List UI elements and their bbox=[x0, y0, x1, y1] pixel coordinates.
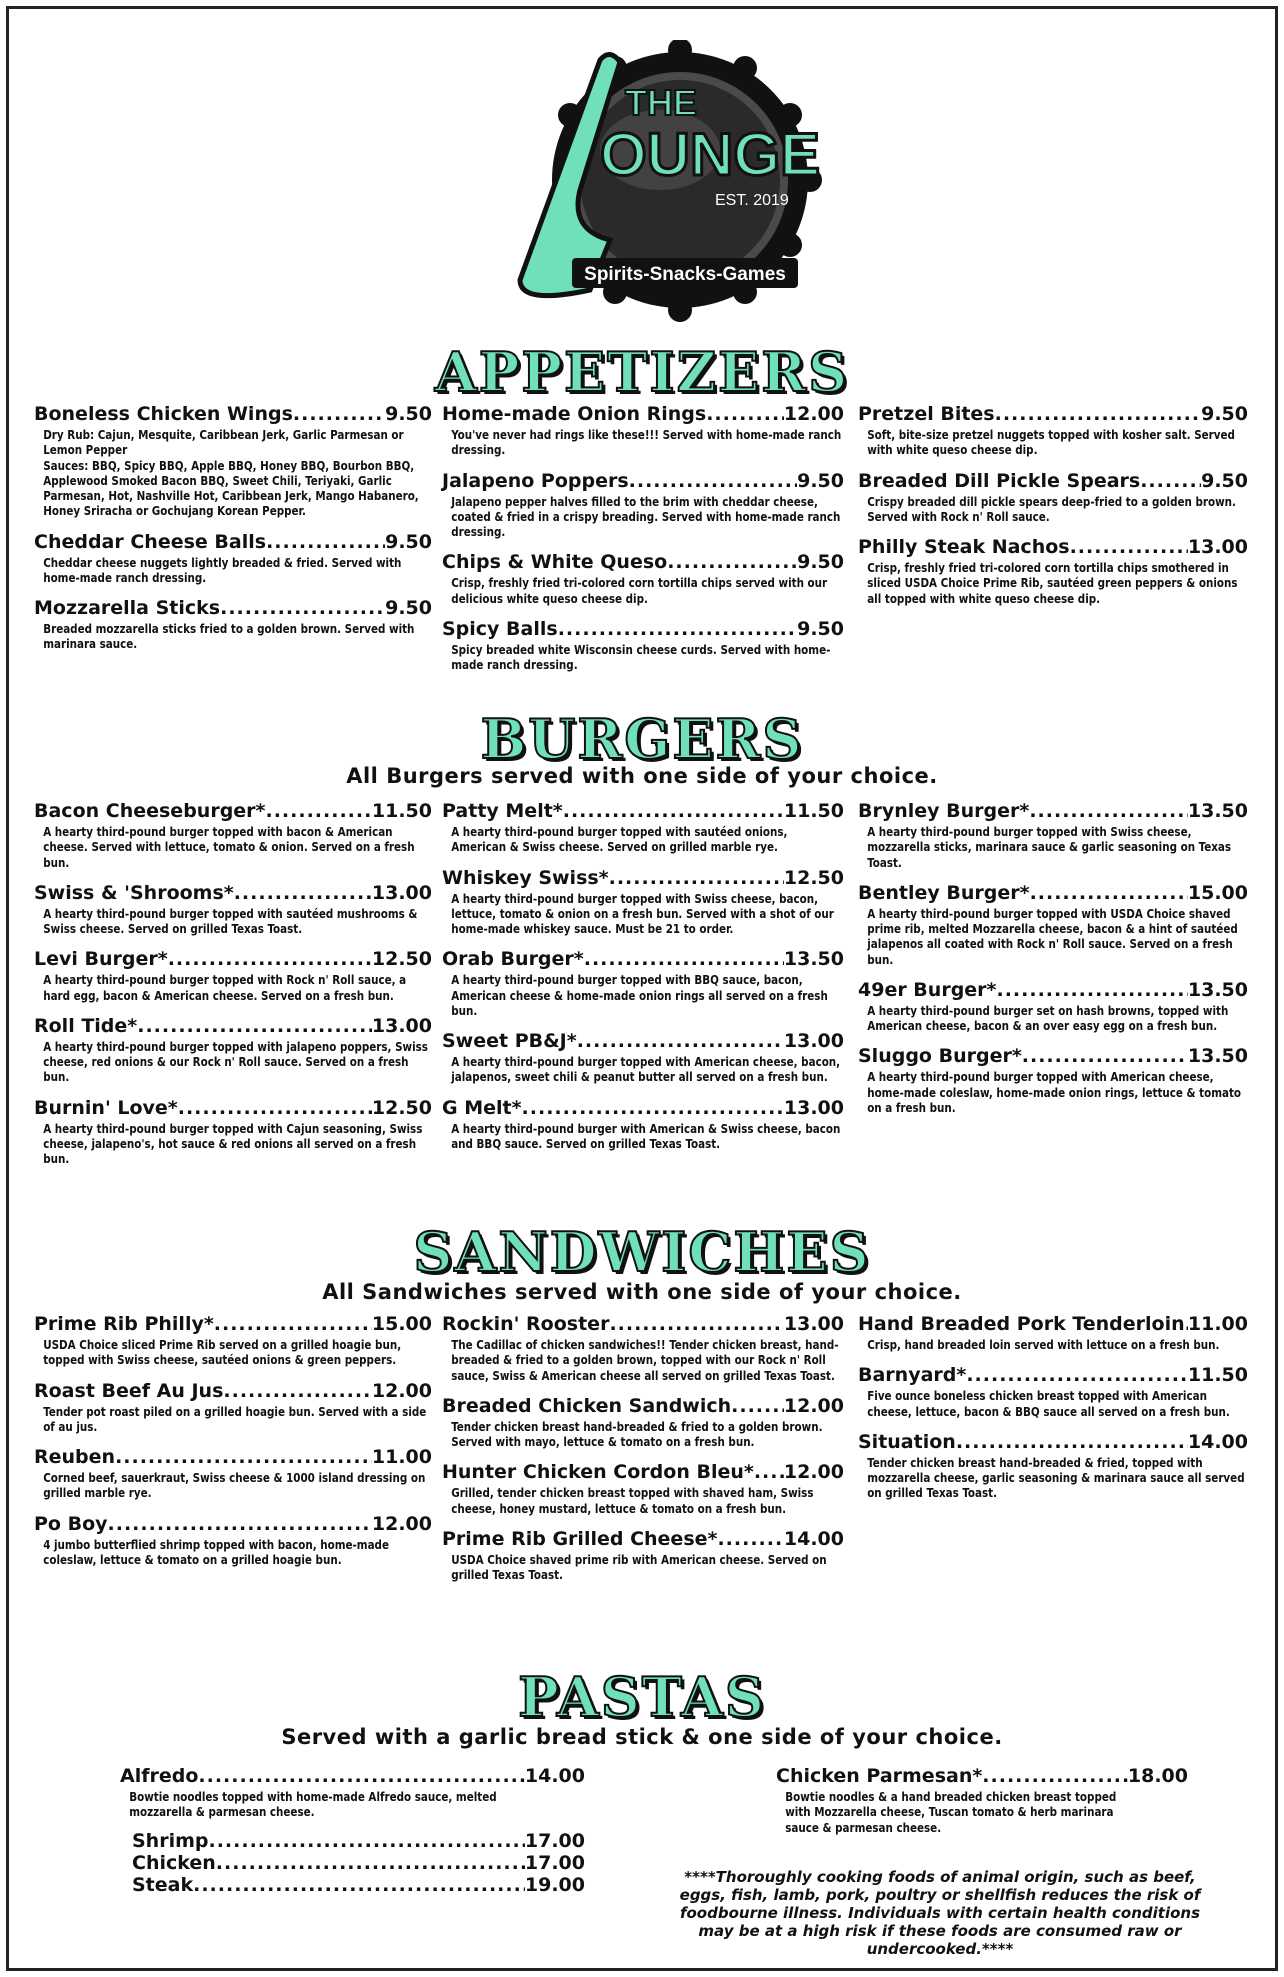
menu-item-price: 13.50 bbox=[783, 948, 844, 971]
menu-item bbox=[858, 1431, 1248, 1501]
menu-item-name: Philly Steak Nachos bbox=[858, 536, 1070, 558]
menu-item-price: 13.00 bbox=[783, 1096, 844, 1119]
menu-item-price: 9.50 bbox=[1201, 403, 1248, 425]
svg-text:OUNGE: OUNGE bbox=[600, 121, 821, 188]
svg-text:EST. 2019: EST. 2019 bbox=[715, 192, 789, 209]
menu-item-name: Prime Rib Grilled Cheese* bbox=[442, 1527, 718, 1550]
menu-item-description: Crisp, hand breaded loin served with lettuce on a fresh bun. bbox=[867, 1337, 1220, 1352]
menu-item-description: A hearty third-pound burger with American & Swiss cheese, bacon and BBQ sauce. Served on grilled Texas Toast. bbox=[451, 1120, 841, 1151]
menu-item-description: A hearty third-pound burger topped with bacon & American cheese. Served with lettuce, tomato & onion. Served on a fresh bun. bbox=[43, 824, 415, 870]
sandwiches-title: SANDWICHES bbox=[413, 1220, 871, 1284]
menu-item-description: Crisp, freshly fried tri-colored corn tortilla chips served with our delicious white queso cheese dip. bbox=[451, 575, 828, 606]
menu-item-name: Roll Tide* bbox=[34, 1014, 138, 1037]
burgers-column-3 bbox=[858, 800, 1248, 1127]
menu-item bbox=[34, 882, 432, 937]
addon-row bbox=[132, 1852, 585, 1874]
menu-item-name: Orab Burger* bbox=[442, 948, 584, 971]
menu-item-price: 13.50 bbox=[1187, 800, 1248, 822]
menu-item bbox=[858, 536, 1248, 606]
menu-item-price: 12.00 bbox=[371, 1379, 432, 1402]
appetizers-banner bbox=[0, 340, 1284, 404]
menu-item-name: Chips & White Queso bbox=[442, 551, 668, 574]
menu-item-description: A hearty third-pound burger topped with sautéed onions, American & Swiss cheese. Served on grilled marble rye. bbox=[451, 824, 788, 855]
appetizers-column-2 bbox=[442, 403, 844, 684]
menu-item-name: Boneless Chicken Wings bbox=[34, 403, 293, 425]
menu-item-description: A hearty third-pound burger topped with American cheese, home-made coleslaw, home-made onion rings, lettuce & tomato on a fresh bun. bbox=[867, 1069, 1242, 1115]
menu-item-description: A hearty third-pound burger topped with American cheese, bacon, jalapenos, sweet chili & peanut butter all served on a fresh bun. bbox=[451, 1054, 841, 1085]
menu-item-price: 18.00 bbox=[1127, 1765, 1188, 1787]
sandwiches-banner bbox=[0, 1220, 1284, 1284]
menu-item-name: Sweet PB&J* bbox=[442, 1030, 577, 1052]
menu-item-price: 9.50 bbox=[797, 617, 844, 640]
menu-item-name: Alfredo bbox=[120, 1765, 199, 1787]
menu-item bbox=[442, 551, 844, 606]
menu-item-description: Bowtie noodles & a hand breaded chicken breast topped with Mozzarella cheese, Tuscan tomato & herb marinara sauce & parmesan cheese. bbox=[785, 1789, 1117, 1835]
menu-item-name: Brynley Burger* bbox=[858, 800, 1030, 822]
menu-item-description: The Cadillac of chicken sandwiches!! Tender chicken breast, hand-breaded & fried to a golden brown, topped with our Rock n' Roll sauce, Swiss & American cheese all served on grilled Texas Toast. bbox=[451, 1337, 839, 1383]
menu-item bbox=[442, 1030, 844, 1085]
menu-item-description: A hearty third-pound burger topped with Cajun seasoning, Swiss cheese, jalapeno's, hot sauce & red onions all served on a fresh bun. bbox=[43, 1120, 423, 1166]
menu-item bbox=[442, 1528, 844, 1583]
menu-item-price: 9.50 bbox=[797, 551, 844, 574]
menu-item bbox=[34, 1015, 432, 1085]
menu-item-name: Whiskey Swiss* bbox=[442, 866, 609, 889]
menu-item-description: A hearty third-pound burger topped with Swiss cheese, bacon, lettuce, tomato & onion on a fresh bun. Served with a shot of our home-made whiskey sauce. Must be 21 to order. bbox=[451, 890, 834, 936]
menu-item-name: Sluggo Burger* bbox=[858, 1045, 1022, 1068]
menu-item bbox=[858, 470, 1248, 525]
svg-text:Spirits-Snacks-Games: Spirits-Snacks-Games bbox=[584, 264, 786, 285]
menu-item-price: 13.00 bbox=[371, 881, 432, 904]
addon-row bbox=[132, 1830, 585, 1852]
menu-item-price: 14.00 bbox=[1187, 1430, 1248, 1453]
menu-item-name: Swiss & 'Shrooms* bbox=[34, 881, 234, 904]
menu-item-description: Dry Rub: Cajun, Mesquite, Caribbean Jerk, Garlic Parmesan or Lemon Pepper Sauces: BBQ, Spicy BBQ, Apple BBQ, Honey BBQ, Bourbon BBQ, Applewood Smoked Bacon BBQ, Sweet Chili, Teriyaki, Garlic Parmesan, Hot, Nashville Hot, Caribbean Jerk, Mango Habanero, Honey Sriracha or Gochujang Korean Pepper. bbox=[43, 427, 419, 519]
menu-item bbox=[442, 1461, 844, 1516]
menu-item-name: 49er Burger* bbox=[858, 978, 997, 1001]
menu-item-price: 15.00 bbox=[371, 1313, 432, 1335]
menu-item-name: Home-made Onion Rings bbox=[442, 403, 707, 425]
menu-item-price: 9.50 bbox=[385, 597, 432, 619]
menu-item-price: 15.00 bbox=[1187, 881, 1248, 904]
menu-item-name: G Melt* bbox=[442, 1096, 522, 1119]
menu-item-description: You've never had rings like these!!! Served with home-made ranch dressing. bbox=[451, 427, 842, 458]
menu-item-description: USDA Choice shaved prime rib with American cheese. Served on grilled Texas Toast. bbox=[451, 1551, 827, 1582]
menu-item-description: Soft, bite-size pretzel nuggets topped with kosher salt. Served with white queso cheese dip. bbox=[867, 427, 1235, 458]
menu-item-price: 13.00 bbox=[371, 1014, 432, 1037]
menu-item-name: Roast Beef Au Jus bbox=[34, 1379, 224, 1402]
menu-item bbox=[34, 1313, 432, 1368]
menu-item-description: Jalapeno pepper halves filled to the brim with cheddar cheese, coated & fried in a crispy breading. Served with home-made ranch dressing. bbox=[451, 493, 841, 539]
menu-item-price: 11.50 bbox=[371, 800, 432, 822]
menu-item bbox=[858, 1364, 1248, 1419]
addon-row bbox=[132, 1874, 585, 1896]
food-safety-footnote: ****Thoroughly cooking foods of animal origin, such as beef, eggs, fish, lamb, pork, poultry or shellfish reduces the risk of foodbourne illness. Individuals with certain health conditions may be at a high risk if these foods are consumed raw or undercooked.**** bbox=[679, 1868, 1201, 1958]
addon-price: 17.00 bbox=[524, 1829, 585, 1852]
burgers-column-2 bbox=[442, 800, 844, 1163]
menu-item-price: 12.50 bbox=[371, 948, 432, 971]
menu-item-price: 11.00 bbox=[371, 1446, 432, 1468]
menu-item-name: Levi Burger* bbox=[34, 948, 168, 971]
menu-item bbox=[442, 948, 844, 1018]
menu-item-description: A hearty third-pound burger topped with Rock n' Roll sauce, a hard egg, bacon & American cheese. Served on a fresh bun. bbox=[43, 972, 407, 1003]
menu-item-description: A hearty third-pound burger topped with Swiss cheese, mozzarella sticks, marinara sauce & garlic seasoning on Texas Toast. bbox=[867, 824, 1232, 870]
menu-item-price: 12.00 bbox=[783, 403, 844, 425]
menu-item-name: Pretzel Bites bbox=[858, 403, 995, 425]
menu-item bbox=[34, 597, 432, 652]
menu-item-name: Bentley Burger* bbox=[858, 881, 1030, 904]
burgers-title: BURGERS bbox=[480, 707, 804, 771]
menu-item-price: 13.00 bbox=[1187, 536, 1248, 558]
menu-item-price: 9.50 bbox=[1201, 469, 1248, 492]
menu-item-description: A hearty third-pound burger topped with jalapeno poppers, Swiss cheese, red onions & our Rock n' Roll sauce. Served on a fresh bun. bbox=[43, 1038, 428, 1085]
menu-item-description: Tender pot roast piled on a grilled hoagie bun. Served with a side of au jus. bbox=[43, 1403, 427, 1434]
menu-item-price: 12.50 bbox=[371, 1096, 432, 1119]
menu-item-price: 14.00 bbox=[524, 1765, 585, 1787]
menu-item-description: A hearty third-pound burger topped with BBQ sauce, bacon, American cheese & home-made onion rings all served on a fresh bun. bbox=[451, 972, 828, 1018]
menu-item bbox=[34, 1446, 432, 1501]
menu-item-name: Situation bbox=[858, 1430, 956, 1453]
addon-name: Chicken bbox=[132, 1851, 216, 1874]
menu-item-description: Crisp, freshly fried tri-colored corn tortilla chips smothered in sliced USDA Choice Prime Rib, sautéed green peppers & onions all topped with white queso cheese dip. bbox=[867, 560, 1238, 606]
menu-item-description: A hearty third-pound burger topped with sautéed mushrooms & Swiss cheese. Served on grilled Texas Toast. bbox=[43, 905, 418, 936]
pastas-title: PASTAS bbox=[518, 1665, 766, 1729]
menu-item-description: A hearty third-pound burger set on hash browns, topped with American cheese, bacon & an over easy egg on a fresh bun. bbox=[867, 1002, 1229, 1033]
menu-item-price: 12.50 bbox=[783, 866, 844, 889]
menu-item-description: Bowtie noodles topped with home-made Alfredo sauce, melted mozzarella & parmesan cheese. bbox=[129, 1789, 497, 1820]
menu-item-price: 12.00 bbox=[783, 1394, 844, 1417]
menu-item bbox=[34, 800, 432, 870]
menu-item bbox=[442, 470, 844, 540]
menu-item bbox=[858, 979, 1248, 1034]
menu-item bbox=[34, 403, 432, 519]
menu-item-price: 12.00 bbox=[783, 1461, 844, 1484]
addon-name: Shrimp bbox=[132, 1829, 209, 1852]
menu-item-description: Five ounce boneless chicken breast topped with American cheese, lettuce, bacon & BBQ sauce all served on a fresh bun. bbox=[867, 1388, 1230, 1419]
menu-item bbox=[34, 531, 432, 586]
menu-item-name: Jalapeno Poppers bbox=[442, 469, 629, 492]
addon-name: Steak bbox=[132, 1873, 194, 1896]
menu-item-name: Hand Breaded Pork Tenderloin bbox=[858, 1313, 1185, 1335]
menu-item-description: A hearty third-pound burger topped with USDA Choice shaved prime rib, melted Mozzarella cheese, bacon & a hint of sautéed jalapenos all coated with Rock n' Roll sauce. Served on a fresh bun. bbox=[867, 905, 1238, 967]
sandwiches-note: All Sandwiches served with one side of your choice. bbox=[322, 1280, 962, 1304]
menu-item-name: Reuben bbox=[34, 1446, 116, 1468]
burgers-note: All Burgers served with one side of your choice. bbox=[346, 764, 938, 788]
menu-item-price: 11.50 bbox=[783, 800, 844, 822]
burgers-banner bbox=[0, 707, 1284, 771]
menu-item-description: 4 jumbo butterflied shrimp topped with bacon, home-made coleslaw, lettuce & tomato on a grilled hoagie bun. bbox=[43, 1536, 389, 1567]
sandwiches-column-3 bbox=[858, 1313, 1248, 1513]
menu-item-name: Mozzarella Sticks bbox=[34, 597, 221, 619]
menu-item-name: Breaded Chicken Sandwich bbox=[442, 1394, 732, 1417]
alfredo-addons bbox=[120, 1830, 585, 1896]
menu-item-name: Cheddar Cheese Balls bbox=[34, 530, 267, 553]
menu-item-name: Prime Rib Philly* bbox=[34, 1313, 214, 1335]
menu-item bbox=[858, 800, 1248, 870]
menu-item-name: Breaded Dill Pickle Spears bbox=[858, 469, 1141, 492]
menu-item-name: Hunter Chicken Cordon Bleu* bbox=[442, 1461, 754, 1484]
pasta-alfredo bbox=[120, 1765, 585, 1896]
menu-item bbox=[442, 1313, 844, 1383]
menu-item-price: 11.00 bbox=[1187, 1313, 1248, 1335]
menu-item-description: Crispy breaded dill pickle spears deep-fried to a golden brown. Served with Rock n' Roll sauce. bbox=[867, 493, 1236, 524]
menu-item-price: 9.50 bbox=[385, 530, 432, 553]
menu-item bbox=[442, 800, 844, 855]
menu-item-name: Patty Melt* bbox=[442, 800, 563, 822]
appetizers-column-3 bbox=[858, 403, 1248, 618]
pastas-banner bbox=[0, 1665, 1284, 1729]
menu-item bbox=[34, 948, 432, 1003]
menu-item-name: Chicken Parmesan* bbox=[776, 1765, 983, 1787]
menu-item-description: Tender chicken breast hand-breaded & fried to a golden brown. Served with mayo, lettuce & tomato on a fresh bun. bbox=[451, 1418, 823, 1449]
menu-item-price: 14.00 bbox=[783, 1527, 844, 1550]
menu-item-description: Breaded mozzarella sticks fried to a golden brown. Served with marinara sauce. bbox=[43, 621, 415, 652]
sandwiches-column-2 bbox=[442, 1313, 844, 1594]
menu-item-price: 9.50 bbox=[385, 403, 432, 425]
pastas-note: Served with a garlic bread stick & one side of your choice. bbox=[281, 1725, 1003, 1749]
appetizers-title: APPETIZERS bbox=[434, 340, 850, 404]
menu-item bbox=[34, 1380, 432, 1435]
menu-item bbox=[858, 882, 1248, 967]
menu-item bbox=[442, 1097, 844, 1152]
menu-item-description: Spicy breaded white Wisconsin cheese curds. Served with home-made ranch dressing. bbox=[451, 641, 831, 672]
addon-price: 17.00 bbox=[524, 1851, 585, 1874]
menu-item bbox=[442, 403, 844, 458]
menu-item-name: Bacon Cheeseburger* bbox=[34, 800, 266, 822]
menu-item bbox=[858, 403, 1248, 458]
menu-item-name: Rockin' Rooster bbox=[442, 1313, 610, 1335]
menu-item-description: Cheddar cheese nuggets lightly breaded & fried. Served with home-made ranch dressing. bbox=[43, 554, 402, 585]
addon-price: 19.00 bbox=[524, 1873, 585, 1896]
menu-item-name: Po Boy bbox=[34, 1512, 108, 1535]
menu-item-price: 13.00 bbox=[783, 1030, 844, 1052]
menu-item bbox=[442, 867, 844, 937]
pasta-chicken-parmesan bbox=[776, 1765, 1188, 1835]
menu-item-price: 12.00 bbox=[371, 1512, 432, 1535]
menu-item-description: USDA Choice sliced Prime Rib served on a grilled hoagie bun, topped with Swiss cheese, sautéed onions & green peppers. bbox=[43, 1337, 402, 1368]
menu-item bbox=[858, 1313, 1248, 1352]
menu-item-name: Burnin' Love* bbox=[34, 1096, 178, 1119]
menu-item-price: 13.50 bbox=[1187, 978, 1248, 1001]
menu-item bbox=[442, 1395, 844, 1450]
menu-item-description: Tender chicken breast hand-breaded & fried, topped with mozzarella cheese, garlic seasoning & marinara sauce all served on grilled Texas Toast. bbox=[867, 1454, 1245, 1501]
menu-item bbox=[34, 1513, 432, 1568]
menu-item-price: 13.00 bbox=[783, 1313, 844, 1335]
menu-item bbox=[858, 1045, 1248, 1115]
menu-item-price: 9.50 bbox=[797, 469, 844, 492]
svg-text:THE: THE bbox=[625, 82, 697, 123]
menu-item-description: Grilled, tender chicken breast topped with shaved ham, Swiss cheese, honey mustard, lettuce & tomato on a fresh bun. bbox=[451, 1485, 814, 1516]
menu-item-price: 13.50 bbox=[1187, 1045, 1248, 1068]
sandwiches-column-1 bbox=[34, 1313, 432, 1579]
menu-item-price: 11.50 bbox=[1187, 1364, 1248, 1387]
menu-item-name: Spicy Balls bbox=[442, 617, 558, 640]
burgers-column-1 bbox=[34, 800, 432, 1178]
appetizers-column-1 bbox=[34, 403, 432, 664]
menu-item-description: Corned beef, sauerkraut, Swiss cheese & 1000 island dressing on grilled marble rye. bbox=[43, 1470, 426, 1501]
menu-item bbox=[442, 618, 844, 673]
menu-item-name: Barnyard* bbox=[858, 1364, 967, 1387]
menu-item bbox=[34, 1097, 432, 1167]
lounge-logo bbox=[460, 40, 840, 340]
